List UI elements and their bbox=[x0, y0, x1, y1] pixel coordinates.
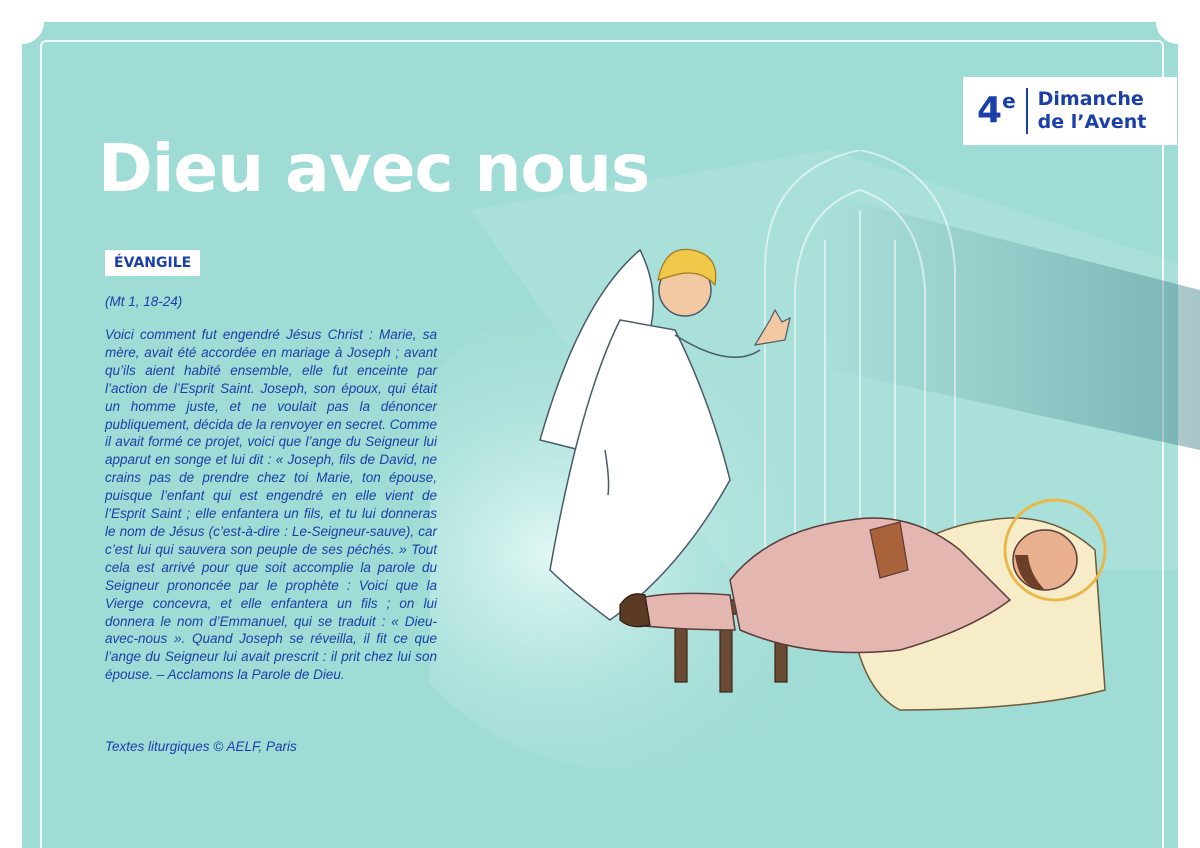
week-number bbox=[977, 89, 1016, 131]
corner-notch-top-left bbox=[0, 0, 44, 44]
liturgical-week-badge bbox=[963, 77, 1177, 145]
badge-line-2: de l’Avent bbox=[1037, 111, 1147, 133]
gospel-text: Voici comment fut engendré Jésus Christ : Marie, sa mère, avait été accordée en mariage à Joseph ; avant qu’ils aient habité ensemble, elle fut enceinte par l’action de l’Esprit Saint. Joseph, son époux, qui était un homme juste, et ne voulait pas la dénoncer publiquement, décida de la renvoyer en secret. Comme il avait formé ce projet, voici que l’ange du Seigneur lui apparut en songe et lui dit : « Joseph, fils de David, ne crains pas de prendre chez toi Marie, ton épouse, puisque l’enfant qui est engendré en elle vient de l’Esprit Saint ; elle enfantera un fils, et tu lui donneras le nom de Jésus (c’est-à-dire : Le-Seigneur-sauve), car c’est lui qui sauvera son peuple de ses péchés. » Tout cela est arrivé pour que soit accomplie la parole du Seigneur prononcée par le prophète : Voici que la Vierge concevra, et elle enfantera un fils ; on lui donnera le nom d’Emmanuel, qui se traduit : « Dieu-avec-nous ». Quand Joseph se réveilla, il fit ce que l’ange du Seigneur lui avait prescrit : il prit chez lui son épouse. – Acclamons la Parole de Dieu. bbox=[105, 327, 437, 683]
corner-notch-top-right bbox=[1156, 0, 1200, 44]
badge-divider bbox=[1026, 88, 1028, 134]
angel-joseph-illustration bbox=[430, 150, 1200, 848]
badge-line-1: Dimanche bbox=[1037, 88, 1144, 110]
week-number-digit: 4 bbox=[977, 90, 1003, 131]
copyright-credit: Textes liturgiques © AELF, Paris bbox=[105, 739, 297, 754]
section-label: ÉVANGILE bbox=[105, 250, 200, 276]
week-number-suffix: e bbox=[1002, 89, 1016, 113]
scripture-reference: (Mt 1, 18-24) bbox=[105, 294, 183, 309]
sandal bbox=[620, 594, 650, 627]
page-title: Dieu avec nous bbox=[98, 130, 650, 208]
badge-label bbox=[1038, 88, 1147, 134]
